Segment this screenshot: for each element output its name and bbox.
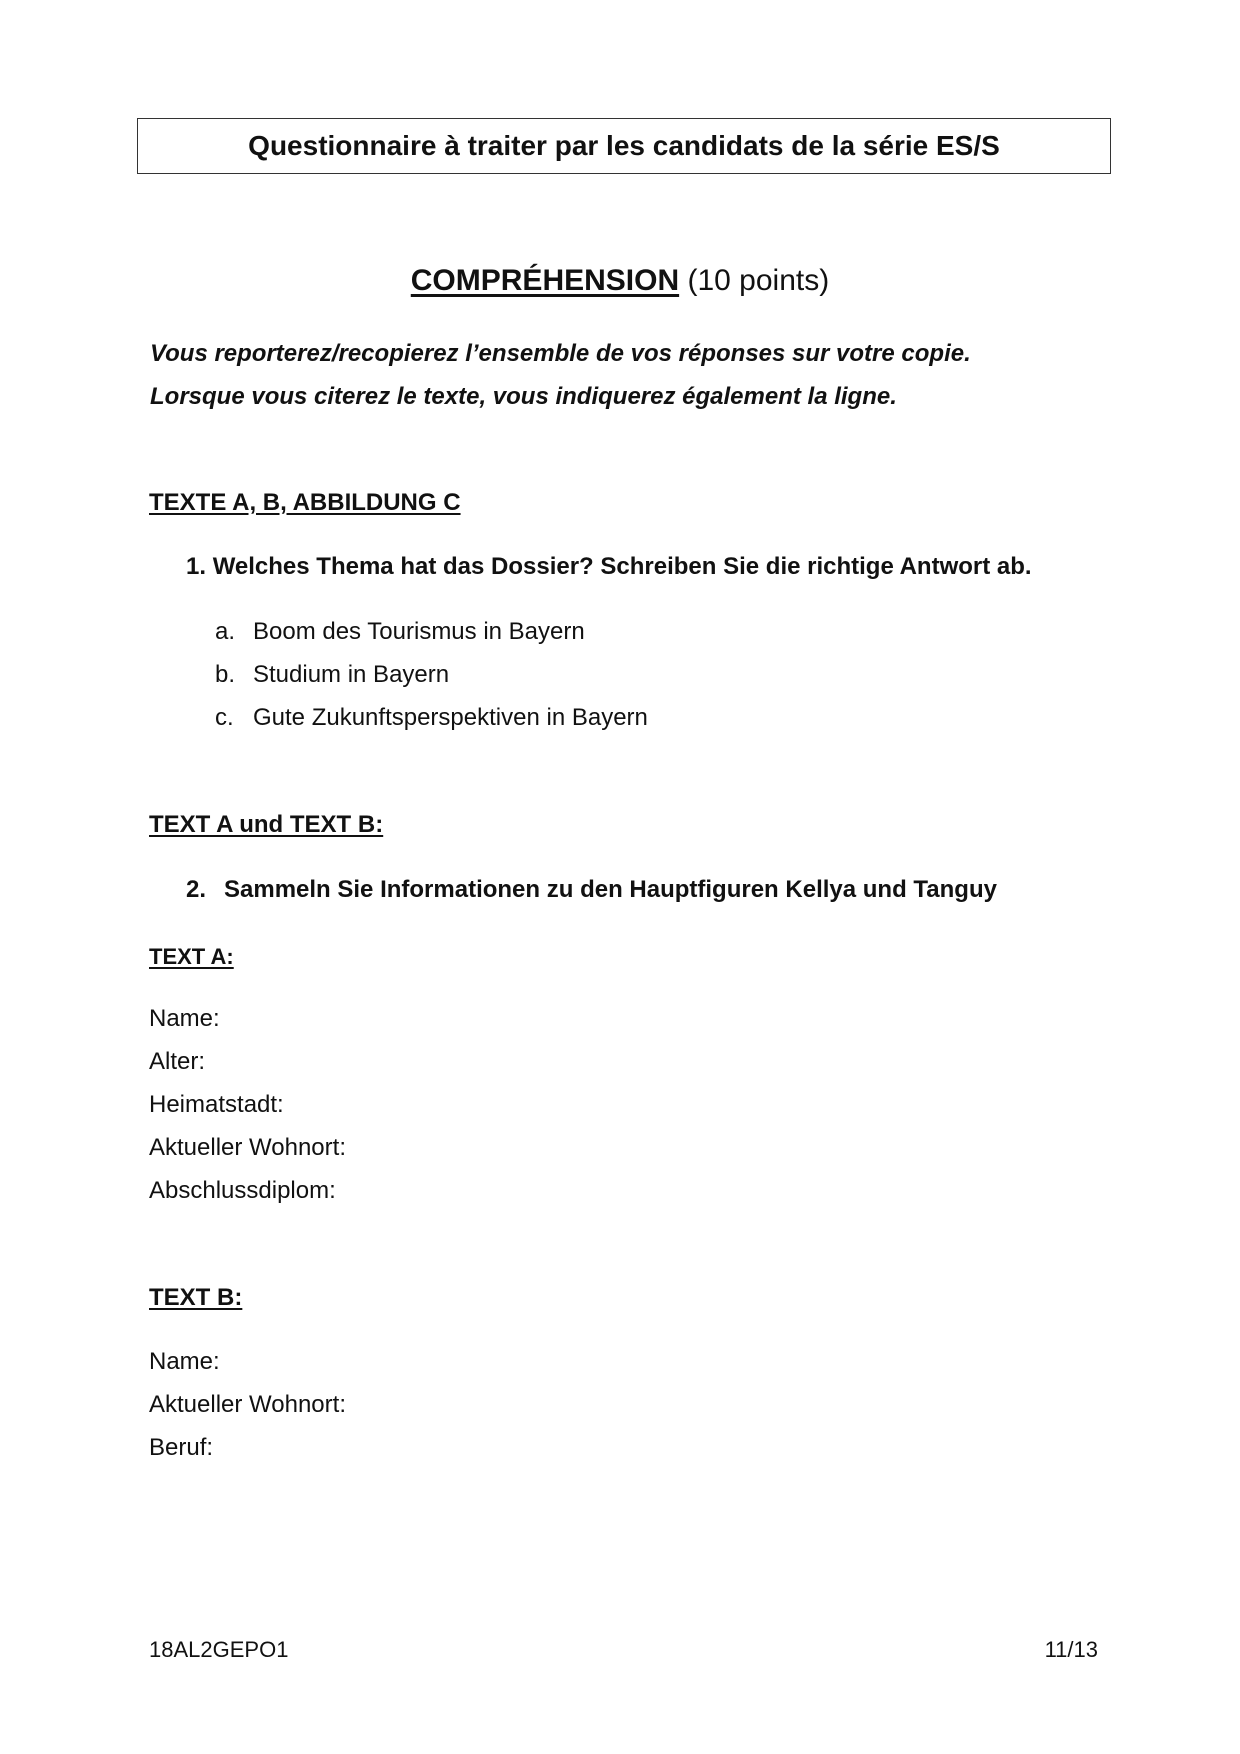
part1-heading: TEXTE A, B, ABBILDUNG C (149, 489, 461, 516)
instruction-line-2: Lorsque vous citerez le texte, vous indiquerez également la ligne. (150, 383, 897, 410)
text-b-field-residence: Aktueller Wohnort: (149, 1391, 346, 1418)
text-a-field-name: Name: (149, 1005, 220, 1032)
question-2-text: Sammeln Sie Informationen zu den Hauptfiguren Kellya und Tanguy (224, 876, 997, 903)
question-2 (186, 876, 997, 904)
option-b (215, 661, 449, 689)
question-2-number: 2. (186, 876, 207, 903)
footer-code: 18AL2GEPO1 (149, 1637, 289, 1662)
text-a-heading: TEXT A: (149, 944, 234, 969)
text-a-field-diploma: Abschlussdiplom: (149, 1177, 336, 1204)
question-1-number: 1. (186, 553, 207, 580)
option-a-text: Boom des Tourismus in Bayern (253, 618, 585, 645)
text-a-field-hometown: Heimatstadt: (149, 1091, 284, 1118)
option-a (215, 618, 585, 646)
text-b-heading: TEXT B: (149, 1284, 243, 1311)
title-box (137, 118, 1111, 174)
section-title: COMPRÉHENSION (410, 264, 680, 297)
text-a-field-residence: Aktueller Wohnort: (149, 1134, 346, 1161)
question-1 (186, 553, 1032, 581)
footer-page-number: 11/13 (1044, 1637, 1098, 1662)
option-c-letter: c. (215, 704, 234, 731)
option-b-letter: b. (215, 661, 236, 688)
text-a-field-age: Alter: (149, 1048, 206, 1075)
section-heading (0, 264, 1240, 298)
instruction-line-1: Vous reporterez/recopierez l’ensemble de vos réponses sur votre copie. (150, 340, 971, 367)
option-c (215, 704, 648, 732)
section-points: (10 points) (687, 264, 830, 297)
question-1-text: Welches Thema hat das Dossier? Schreiben Sie die richtige Antwort ab. (212, 553, 1032, 580)
text-b-field-name: Name: (149, 1348, 220, 1375)
part2-heading: TEXT A und TEXT B: (149, 811, 384, 838)
text-b-field-job: Beruf: (149, 1434, 214, 1461)
option-a-letter: a. (215, 618, 236, 645)
document-title: Questionnaire à traiter par les candidats de la série ES/S (248, 130, 1000, 161)
option-b-text: Studium in Bayern (253, 661, 450, 688)
option-c-text: Gute Zukunftsperspektiven in Bayern (253, 704, 648, 731)
